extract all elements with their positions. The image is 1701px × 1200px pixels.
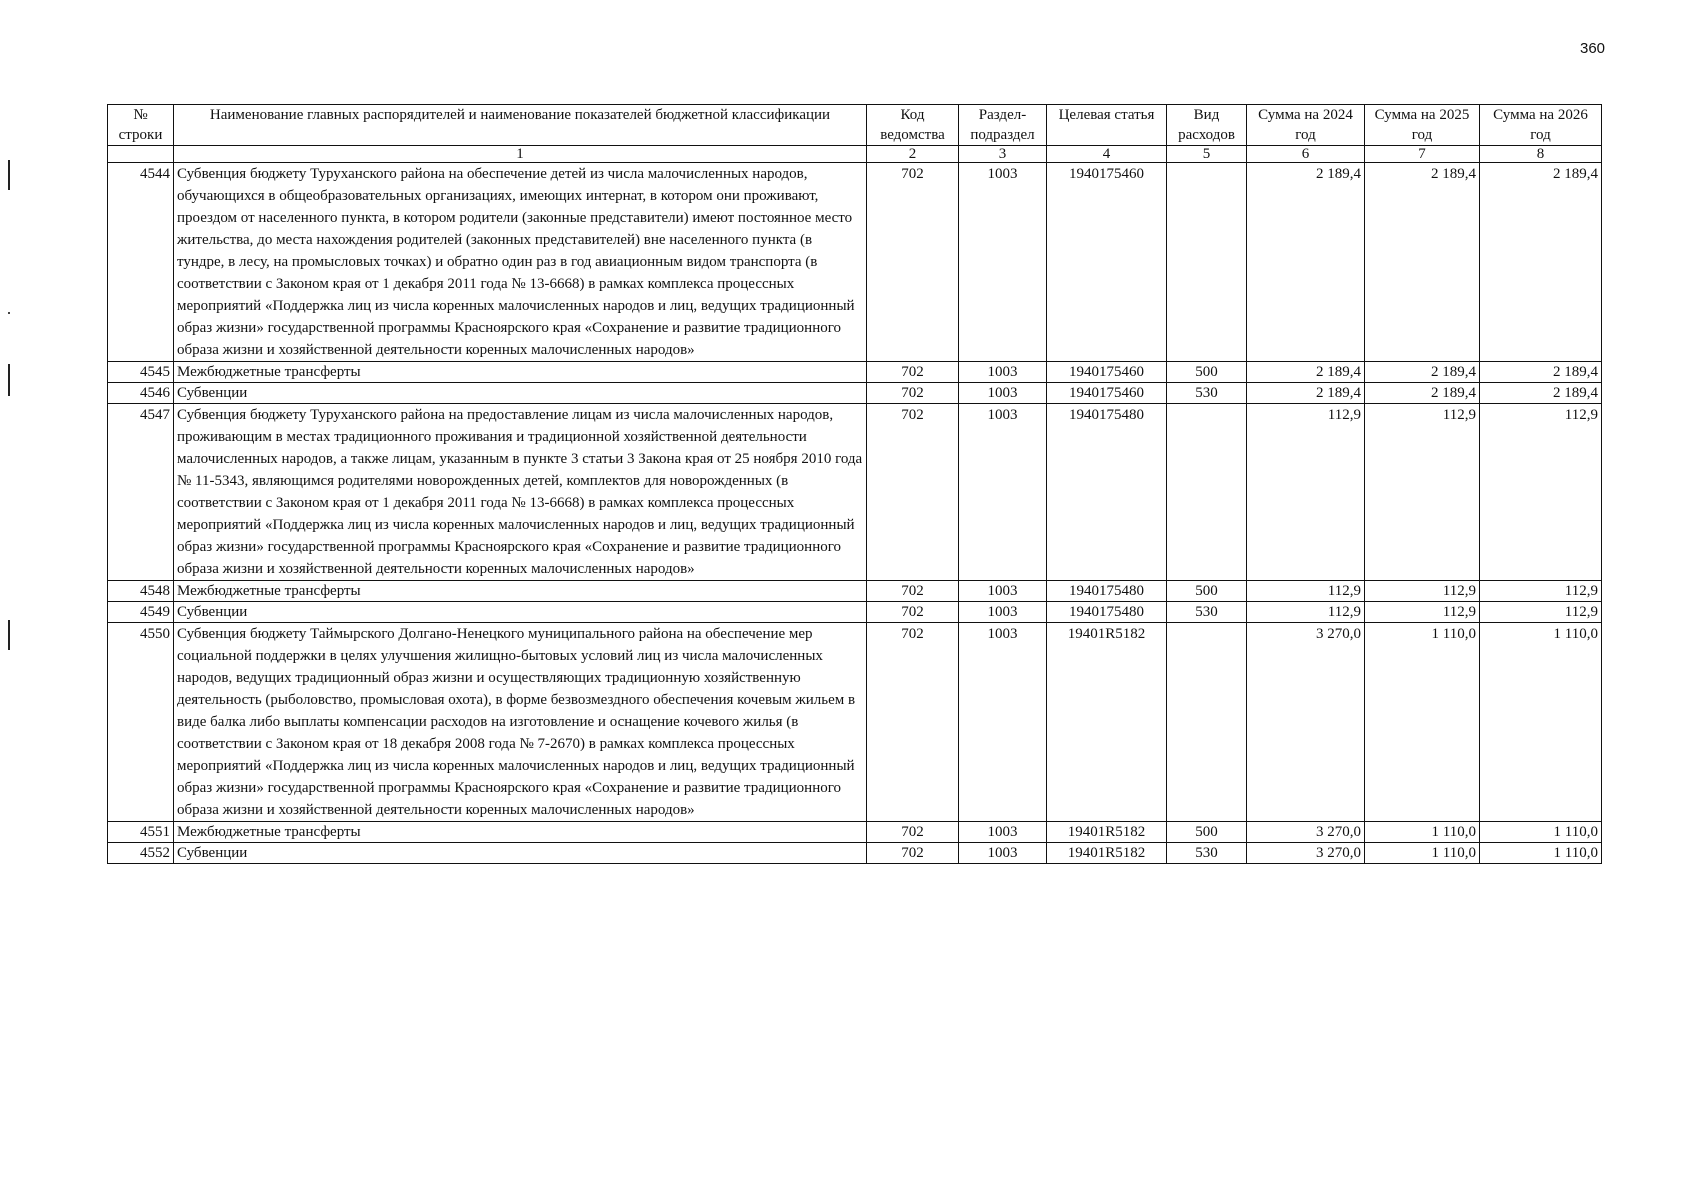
expense-type: 530: [1167, 602, 1247, 623]
sum-2024: 2 189,4: [1247, 362, 1365, 383]
table-row: [108, 163, 1602, 362]
row-number: 4549: [108, 602, 174, 623]
sum-2026: 1 110,0: [1480, 843, 1602, 864]
target-article: 1940175480: [1047, 404, 1167, 581]
sum-2024: 112,9: [1247, 602, 1365, 623]
column-number: 4: [1047, 146, 1167, 163]
department-code: 702: [867, 404, 959, 581]
column-number: [108, 146, 174, 163]
col-header-row-number: № строки: [108, 105, 174, 146]
sum-2025: 2 189,4: [1365, 362, 1480, 383]
sum-2026: 112,9: [1480, 404, 1602, 581]
sum-2026: 2 189,4: [1480, 362, 1602, 383]
table-row: [108, 843, 1602, 864]
table-row: [108, 602, 1602, 623]
sum-2024: 3 270,0: [1247, 822, 1365, 843]
sum-2025: 1 110,0: [1365, 623, 1480, 822]
row-name: Межбюджетные трансферты: [174, 362, 867, 383]
department-code: 702: [867, 362, 959, 383]
expense-type: [1167, 404, 1247, 581]
row-name: Субвенции: [174, 383, 867, 404]
section-code: 1003: [959, 383, 1047, 404]
table-row: [108, 581, 1602, 602]
col-header-section: Раздел-подраздел: [959, 105, 1047, 146]
target-article: 1940175480: [1047, 602, 1167, 623]
sum-2024: 2 189,4: [1247, 383, 1365, 404]
sum-2025: 1 110,0: [1365, 843, 1480, 864]
sum-2026: 2 189,4: [1480, 383, 1602, 404]
column-number: 7: [1365, 146, 1480, 163]
sum-2025: 2 189,4: [1365, 163, 1480, 362]
column-number: 1: [174, 146, 867, 163]
expense-type: 530: [1167, 383, 1247, 404]
budget-table: [107, 104, 1602, 864]
section-code: 1003: [959, 404, 1047, 581]
expense-type: 500: [1167, 362, 1247, 383]
row-number: 4545: [108, 362, 174, 383]
margin-mark: [8, 620, 10, 650]
table-row: [108, 383, 1602, 404]
target-article: 19401R5182: [1047, 843, 1167, 864]
sum-2024: 2 189,4: [1247, 163, 1365, 362]
target-article: 1940175480: [1047, 581, 1167, 602]
row-name: Субвенция бюджету Туруханского района на обеспечение детей из числа малочисленных народов, обучающихся в общеобразовательных организациях, имеющих интернат, в котором они проживают, проездом от населенного пункта, в котором родители (законные представители) имеют постоянное место жительства, до места нахождения родителей (законных представителей) вне населенного пункта (в тундре, в лесу, на промысловых точках) и обратно один раз в год авиационным видом транспорта (в соответствии с Законом края от 1 декабря 2011 года № 13-6668) в рамках комплекса процессных мероприятий «Поддержка лиц из числа коренных малочисленных народов и лиц, ведущих традиционный образ жизни» государственной программы Красноярского края «Сохранение и развитие традиционного образа жизни и хозяйственной деятельности коренных малочисленных народов»: [174, 163, 867, 362]
sum-2024: 3 270,0: [1247, 623, 1365, 822]
row-number: 4548: [108, 581, 174, 602]
expense-type: [1167, 623, 1247, 822]
column-number: 3: [959, 146, 1047, 163]
row-number: 4552: [108, 843, 174, 864]
row-name: Субвенция бюджету Туруханского района на предоставление лицам из числа малочисленных народов, проживающим в местах традиционного проживания и традиционной хозяйственной деятельности малочисленных народов, а также лицам, указанным в пункте 3 статьи 3 Закона края от 25 ноября 2010 года № 11-5343, являющимся родителями новорожденных детей, комплектов для новорожденных (в соответствии с Законом края от 1 декабря 2011 года № 13-6668) в рамках комплекса процессных мероприятий «Поддержка лиц из числа коренных малочисленных народов и лиц, ведущих традиционный образ жизни» государственной программы Красноярского края «Сохранение и развитие традиционного образа жизни и хозяйственной деятельности коренных малочисленных народов»: [174, 404, 867, 581]
col-header-name: Наименование главных распорядителей и наименование показателей бюджетной классификации: [174, 105, 867, 146]
col-header-sum-2026: Сумма на 2026 год: [1480, 105, 1602, 146]
column-number-row: [108, 146, 1602, 163]
col-header-sum-2024: Сумма на 2024 год: [1247, 105, 1365, 146]
sum-2025: 1 110,0: [1365, 822, 1480, 843]
table-row: [108, 822, 1602, 843]
row-number: 4551: [108, 822, 174, 843]
table-row: [108, 362, 1602, 383]
target-article: 1940175460: [1047, 362, 1167, 383]
row-number: 4547: [108, 404, 174, 581]
expense-type: [1167, 163, 1247, 362]
department-code: 702: [867, 581, 959, 602]
section-code: 1003: [959, 822, 1047, 843]
section-code: 1003: [959, 163, 1047, 362]
section-code: 1003: [959, 843, 1047, 864]
column-number: 5: [1167, 146, 1247, 163]
section-code: 1003: [959, 362, 1047, 383]
department-code: 702: [867, 822, 959, 843]
sum-2024: 3 270,0: [1247, 843, 1365, 864]
section-code: 1003: [959, 602, 1047, 623]
column-number: 8: [1480, 146, 1602, 163]
col-header-sum-2025: Сумма на 2025 год: [1365, 105, 1480, 146]
sum-2026: 2 189,4: [1480, 163, 1602, 362]
col-header-expense-type: Вид расходов: [1167, 105, 1247, 146]
department-code: 702: [867, 163, 959, 362]
expense-type: 530: [1167, 843, 1247, 864]
department-code: 702: [867, 843, 959, 864]
col-header-target-article: Целевая статья: [1047, 105, 1167, 146]
department-code: 702: [867, 383, 959, 404]
section-code: 1003: [959, 581, 1047, 602]
sum-2026: 112,9: [1480, 581, 1602, 602]
page-number: 360: [1580, 40, 1606, 57]
target-article: 1940175460: [1047, 163, 1167, 362]
row-number: 4550: [108, 623, 174, 822]
sum-2026: 1 110,0: [1480, 822, 1602, 843]
row-name: Межбюджетные трансферты: [174, 822, 867, 843]
department-code: 702: [867, 623, 959, 822]
section-code: 1003: [959, 623, 1047, 822]
sum-2024: 112,9: [1247, 404, 1365, 581]
sum-2024: 112,9: [1247, 581, 1365, 602]
col-header-department-code: Код ведомства: [867, 105, 959, 146]
row-name: Субвенция бюджету Таймырского Долгано-Ненецкого муниципального района на обеспечение мер социальной поддержки в целях улучшения жилищно-бытовых условий лиц из числа малочисленных народов, ведущих традиционный образ жизни и осуществляющих традиционную хозяйственную деятельность (рыболовство, промысловая охота), в форме безвозмездного обеспечения кочевым жильем в виде балка либо выплаты компенсации расходов на изготовление и оснащение кочевого жилья (в соответствии с Законом края от 18 декабря 2008 года № 7-2670) в рамках комплекса процессных мероприятий «Поддержка лиц из числа коренных малочисленных народов и лиц, ведущих традиционный образ жизни» государственной программы Красноярского края «Сохранение и развитие традиционного образа жизни и хозяйственной деятельности коренных малочисленных народов»: [174, 623, 867, 822]
table-row: [108, 623, 1602, 822]
expense-type: 500: [1167, 822, 1247, 843]
row-name: Субвенции: [174, 602, 867, 623]
department-code: 702: [867, 602, 959, 623]
table-row: [108, 404, 1602, 581]
header-row: [108, 105, 1602, 146]
row-number: 4544: [108, 163, 174, 362]
sum-2025: 2 189,4: [1365, 383, 1480, 404]
sum-2026: 1 110,0: [1480, 623, 1602, 822]
column-number: 6: [1247, 146, 1365, 163]
sum-2025: 112,9: [1365, 602, 1480, 623]
margin-mark: [8, 160, 10, 190]
expense-type: 500: [1167, 581, 1247, 602]
sum-2025: 112,9: [1365, 581, 1480, 602]
margin-mark: [8, 364, 10, 396]
sum-2026: 112,9: [1480, 602, 1602, 623]
row-name: Субвенции: [174, 843, 867, 864]
column-number: 2: [867, 146, 959, 163]
margin-dot: [8, 312, 10, 314]
target-article: 19401R5182: [1047, 623, 1167, 822]
target-article: 1940175460: [1047, 383, 1167, 404]
row-name: Межбюджетные трансферты: [174, 581, 867, 602]
sum-2025: 112,9: [1365, 404, 1480, 581]
target-article: 19401R5182: [1047, 822, 1167, 843]
row-number: 4546: [108, 383, 174, 404]
